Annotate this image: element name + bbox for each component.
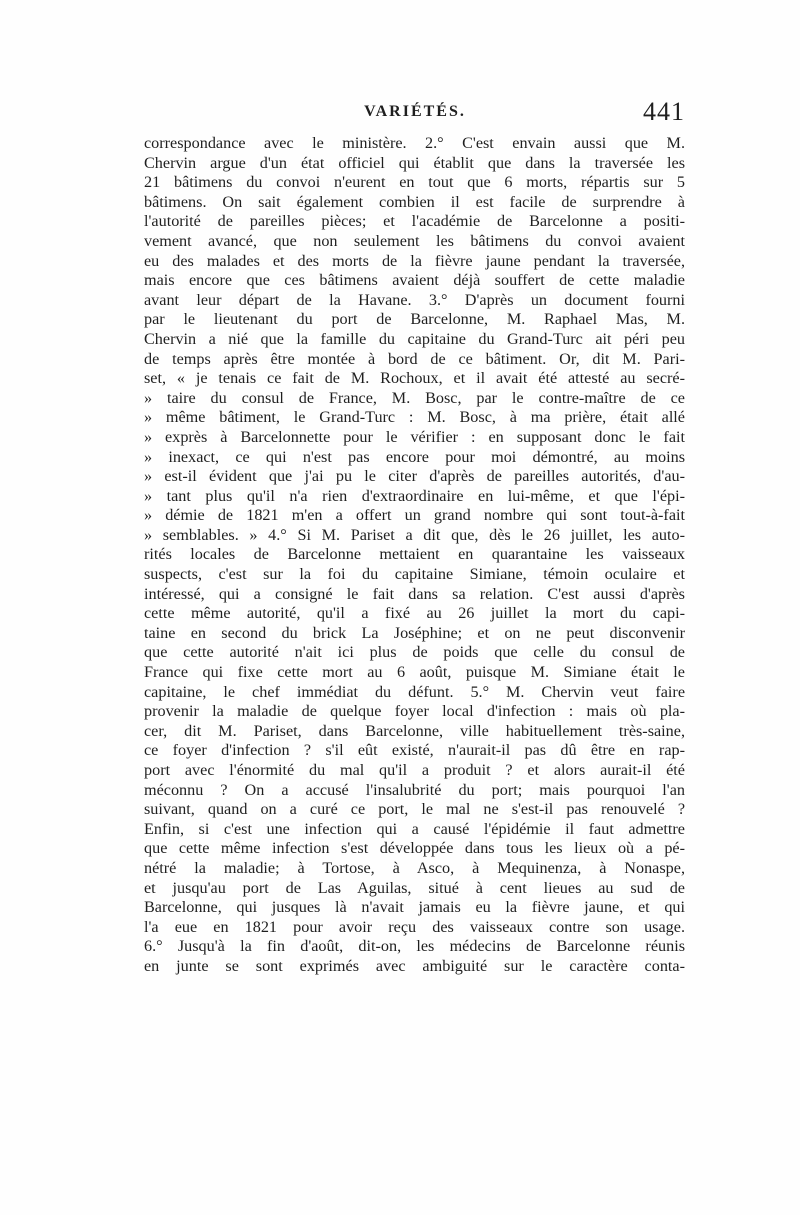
page-number: 441 <box>643 97 685 126</box>
text-line: suivant, quand on a curé ce port, le mal ne s'est-il pas renouvelé ? <box>144 800 685 819</box>
text-line: » inexact, ce qui n'est pas encore pour moi démontré, au moins <box>144 447 685 466</box>
text-line: et jusqu'au port de Las Aguilas, situé à cent lieues au sud de <box>144 878 685 897</box>
text-line: ce foyer d'infection ? s'il eût existé, n'aurait-il pas dû être en rap- <box>144 741 685 760</box>
text-line: de temps après être montée à bord de ce bâtiment. Or, dit M. Pari- <box>144 349 685 368</box>
running-title: VARIÉTÉS. <box>364 103 466 120</box>
text-line: » démie de 1821 m'en a offert un grand nombre qui sont tout-à-fait <box>144 506 685 525</box>
text-line: suspects, c'est sur la foi du capitaine Simiane, témoin oculaire et <box>144 565 685 584</box>
text-line: capitaine, le chef immédiat du défunt. 5.° M. Chervin veut faire <box>144 682 685 701</box>
text-line: avant leur départ de la Havane. 3.° D'après un document fourni <box>144 290 685 309</box>
running-head <box>145 97 685 131</box>
text-line: 6.° Jusqu'à la fin d'août, dit-on, les médecins de Barcelonne réunis <box>144 937 685 956</box>
text-line: Chervin a nié que la famille du capitaine du Grand-Turc ait péri peu <box>144 329 685 348</box>
text-line: méconnu ? On a accusé l'insalubrité du port; mais pourquoi l'an <box>144 780 685 799</box>
text-line: France qui fixe cette mort au 6 août, puisque M. Simiane était le <box>144 663 685 682</box>
text-line: port avec l'énormité du mal qu'il a produit ? et alors aurait-il été <box>144 761 685 779</box>
text-line: » tant plus qu'il n'a rien d'extraordinaire en lui-même, et que l'épi- <box>144 486 685 505</box>
text-line: l'autorité de pareilles pièces; et l'académie de Barcelonne a positi- <box>144 212 685 231</box>
text-line: bâtimens. On sait également combien il est facile de surprendre à <box>144 192 685 211</box>
text-line: provenir la maladie de quelque foyer local d'infection : mais où pla- <box>144 702 685 721</box>
text-line: mais encore que ces bâtimens avaient déjà souffert de cette maladie <box>144 271 685 290</box>
text-line: vement avancé, que non seulement les bâtimens du convoi avaient <box>144 231 685 250</box>
body-text <box>144 134 685 977</box>
text-line: par le lieutenant du port de Barcelonne, M. Raphael Mas, M. <box>144 310 685 329</box>
text-line: eu des malades et des morts de la fièvre jaune pendant la traversée, <box>144 251 685 270</box>
text-line: » même bâtiment, le Grand-Turc : M. Bosc, à ma prière, était allé <box>144 408 685 427</box>
text-line: set, « je tenais ce fait de M. Rochoux, et il avait été attesté au secré- <box>144 369 685 388</box>
text-line: 21 bâtimens du convoi n'eurent en tout que 6 morts, répartis sur 5 <box>144 173 685 192</box>
text-line: que cette même infection s'est développée dans tous les lieux où a pé- <box>144 839 685 858</box>
text-line: en junte se sont exprimés avec ambiguité sur le caractère conta- <box>144 956 685 975</box>
text-line: » exprès à Barcelonnette pour le vérifier : en supposant donc le fait <box>144 427 685 446</box>
text-line: cer, dit M. Pariset, dans Barcelonne, ville habituellement très-saine, <box>144 721 685 740</box>
text-line: » taire du consul de France, M. Bosc, par le contre-maître de ce <box>144 388 685 407</box>
text-line: que cette autorité n'ait ici plus de poids que celle du consul de <box>144 643 685 662</box>
text-line: Barcelonne, qui jusques là n'avait jamais eu la fièvre jaune, et qui <box>144 898 685 917</box>
text-line: Chervin argue d'un état officiel qui établit que dans la traversée les <box>144 153 685 172</box>
text-line: » est-il évident que j'ai pu le citer d'après de pareilles autorités, d'au- <box>144 467 685 486</box>
text-line: Enfin, si c'est une infection qui a causé l'épidémie il faut admettre <box>144 819 685 838</box>
text-line: » semblables. » 4.° Si M. Pariset a dit que, dès le 26 juillet, les auto- <box>144 525 685 544</box>
text-line: l'a eue en 1821 pour avoir reçu des vaisseaux contre son usage. <box>144 917 685 936</box>
text-line: intéressé, qui a consigné le fait dans sa relation. C'est aussi d'après <box>144 584 685 603</box>
text-line: cette même autorité, qu'il a fixé au 26 juillet la mort du capi- <box>144 604 685 623</box>
text-line: correspondance avec le ministère. 2.° C'est envain aussi que M. <box>144 134 685 152</box>
text-line: nétré la maladie; à Tortose, à Asco, à Mequinenza, à Nonaspe, <box>144 858 685 877</box>
text-line: rités locales de Barcelonne mettaient en quarantaine les vaisseaux <box>144 545 685 564</box>
text-line: taine en second du brick La Joséphine; et on ne peut disconvenir <box>144 623 685 642</box>
